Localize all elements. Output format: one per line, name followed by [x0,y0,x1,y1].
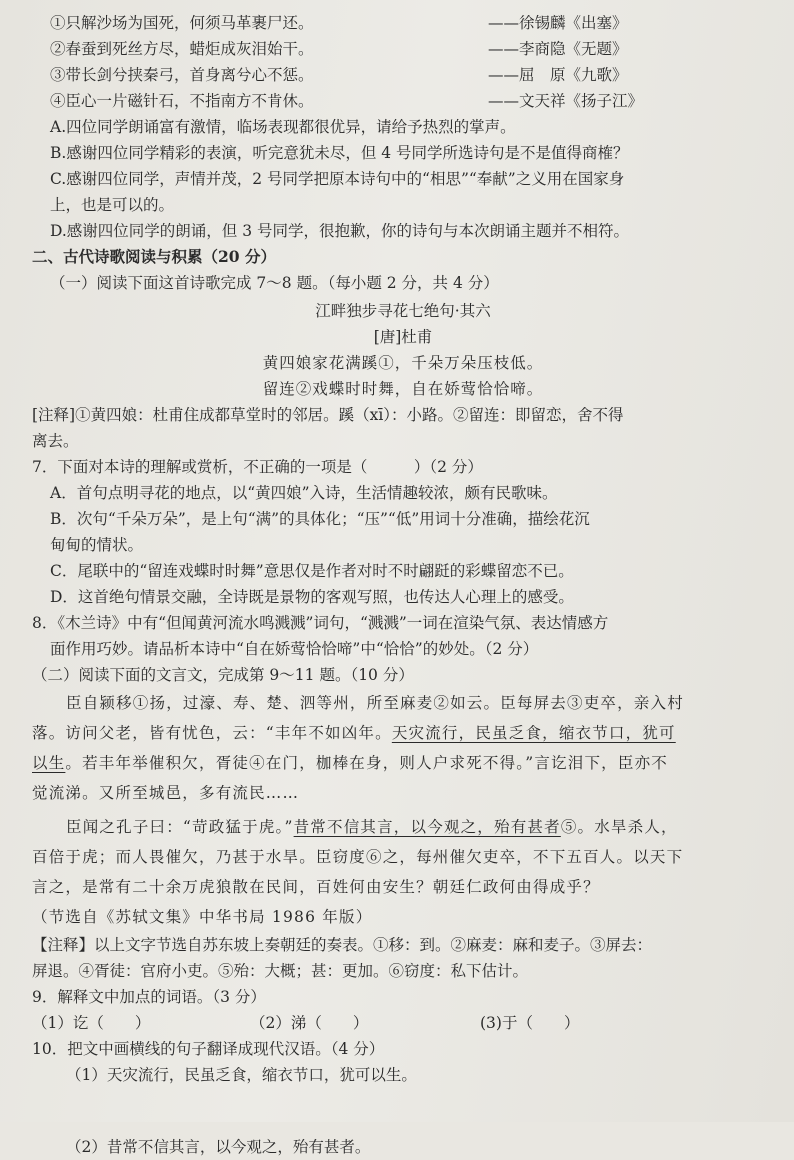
poem-line: 黄四娘家花满蹊①，千朵万朵压枝低。 [262,354,544,372]
question-stem: 8．《木兰诗》中有“但闻黄河流水鸣溅溅”词句，“溅溅”一词在渲染气氛、表达情感方 [32,614,609,632]
poem-quote: ④臣心一片磁针石，不指南方不肯休。 [50,92,314,110]
part-instruction: （二）阅读下面的文言文，完成第 9～11 题。（10 分） [32,666,414,684]
answer-blank[interactable]: (3)于（ ） [480,1014,580,1032]
option-d: D.感谢四位同学的朗诵，但 3 号同学，很抱歉，你的诗句与本次朗诵主题并不相符。 [50,222,630,240]
passage-line [32,748,774,778]
question-stem-continued: 面作用巧妙。请品析本诗中“自在娇莺恰恰啼”中“恰恰”的妙处。（2 分） [50,640,539,658]
answer-blank[interactable]: （1）讫（ ） [32,1014,151,1032]
option-a: A.四位同学朗诵富有激情，临场表现都很优异，请给予热烈的掌声。 [50,118,516,136]
passage-text: ⑤。水旱杀人， [560,818,678,836]
answer-blanks [32,1010,774,1036]
passage-source: （节选自《苏轼文集》中华书局 1986 年版） [32,908,373,926]
question-9 [32,984,774,1036]
poem-quote-row [32,36,774,62]
option-c: C.感谢四位同学，声情并茂，2 号同学把原本诗句中的“相思”“奉献”之义用在国家身 [50,170,625,188]
option-b-continued: 甸甸的情状。 [50,536,144,554]
poem-source: ——徐锡麟《出塞》 [488,14,628,32]
passage-note-continued: 屏退。④胥徒：官府小吏。⑤殆：大概；甚：更加。⑥窃度：私下估计。 [32,962,529,980]
passage-line: 百倍于虎；而人畏催欠，乃甚于水旱。臣窃度⑥之，每州催欠吏卒，不下五百人。以天下 [32,848,684,866]
poem-quote: ③带长剑兮挟秦弓，首身离兮心不惩。 [50,66,314,84]
poem-quote-row [32,88,774,114]
classical-passage [32,688,774,932]
poem-source: ——李商隐《无题》 [488,40,628,58]
passage-text: 落。访问父老，皆有忧色，云：“丰年不如凶年。 [32,724,392,742]
passage-line [32,812,774,842]
poem-list [32,10,774,114]
option-a: A．首句点明寻花的地点，以“黄四娘”入诗，生活情趣较浓，颇有民歌味。 [50,484,558,502]
question-7 [32,454,774,610]
passage-text: 。若丰年举催积欠，胥徒④在门，枷棒在身，则人户求死不得。”言讫泪下，臣亦不 [65,754,668,772]
option-d: D．这首绝句情景交融，全诗既是景物的客观写照，也传达人心理上的感受。 [50,588,574,606]
poem-quote: ①只解沙场为国死，何须马革裹尸还。 [50,14,314,32]
passage-line: 觉流涕。又所至城邑，多有流民…… [32,784,300,802]
poem-note-continued: 离去。 [32,432,79,450]
poem-source: ——文天祥《扬子江》 [488,92,644,110]
question-stem: 10．把文中画横线的句子翻译成现代汉语。（4 分） [32,1040,385,1058]
poem-note: [注释]①黄四娘：杜甫住成都草堂时的邻居。蹊（xī）：小路。②留连：即留恋，舍不得 [32,406,624,424]
poem-title: 江畔独步寻花七绝句·其六 [315,302,491,320]
passage-note: 【注释】以上文字节选自苏东坡上奏朝廷的奏表。①移：到。②麻麦：麻和麦子。③屏去： [32,936,653,954]
answer-space[interactable] [32,1088,774,1134]
answer-options-q6 [32,114,774,244]
underlined-sentence: 天灾流行，民虽乏食，缩衣节口，犹可 [391,724,676,742]
underlined-sentence: 以生 [32,754,66,772]
option-c-continued: 上，也是可以的。 [50,196,175,214]
option-b: B.感谢四位同学精彩的表演，听完意犹未尽，但 4 号同学所选诗句是不是值得商榷？ [50,144,629,162]
poem-quote-row [32,10,774,36]
poem-quote: ②春蚕到死丝方尽，蜡炬成灰泪始干。 [50,40,314,58]
question-8 [32,610,774,662]
option-b: B．次句“千朵万朵”，是上句“满”的具体化；“压”“低”用词十分准确，描绘花沉 [50,510,590,528]
poem-quote-row [32,62,774,88]
option-c: C．尾联中的“留连戏蝶时时舞”意思仅是作者对时不时翩跹的彩蝶留恋不已。 [50,562,574,580]
poem-line: 留连②戏蝶时时舞，自在娇莺恰恰啼。 [262,380,544,398]
poem-source: ——屈 原《九歌》 [488,66,628,84]
passage-line: 言之，是常有二十余万虎狼散在民间，百姓何由安生？朝廷仁政何由得成乎？ [32,878,600,896]
underlined-sentence: 昔常不信其言，以今观之，殆有甚者 [293,818,561,836]
part-instruction: （一）阅读下面这首诗歌完成 7～8 题。（每小题 2 分，共 4 分） [50,274,499,292]
translation-item: （1）天灾流行，民虽乏食，缩衣节口，犹可以生。 [66,1066,417,1084]
section-heading: 二、古代诗歌阅读与积累（20 分） [32,247,276,266]
answer-blank[interactable]: （2）涕（ ） [250,1014,369,1032]
passage-line: 臣自颍移①扬，过濠、寿、楚、泗等州，所至麻麦②如云。臣每屏去③吏卒，亲入村 [66,694,684,712]
poem-author: [唐]杜甫 [373,328,433,346]
question-stem: 9．解释文中加点的词语。（3 分） [32,988,266,1006]
translation-item: （2）昔常不信其言，以今观之，殆有甚者。 [66,1138,371,1156]
passage-line [32,718,774,748]
question-stem: 7．下面对本诗的理解或赏析，不正确的一项是（ ）（2 分） [32,458,483,476]
passage-text: 臣闻之孔子曰：“苛政猛于虎。” [66,818,294,836]
question-10 [32,1036,774,1160]
